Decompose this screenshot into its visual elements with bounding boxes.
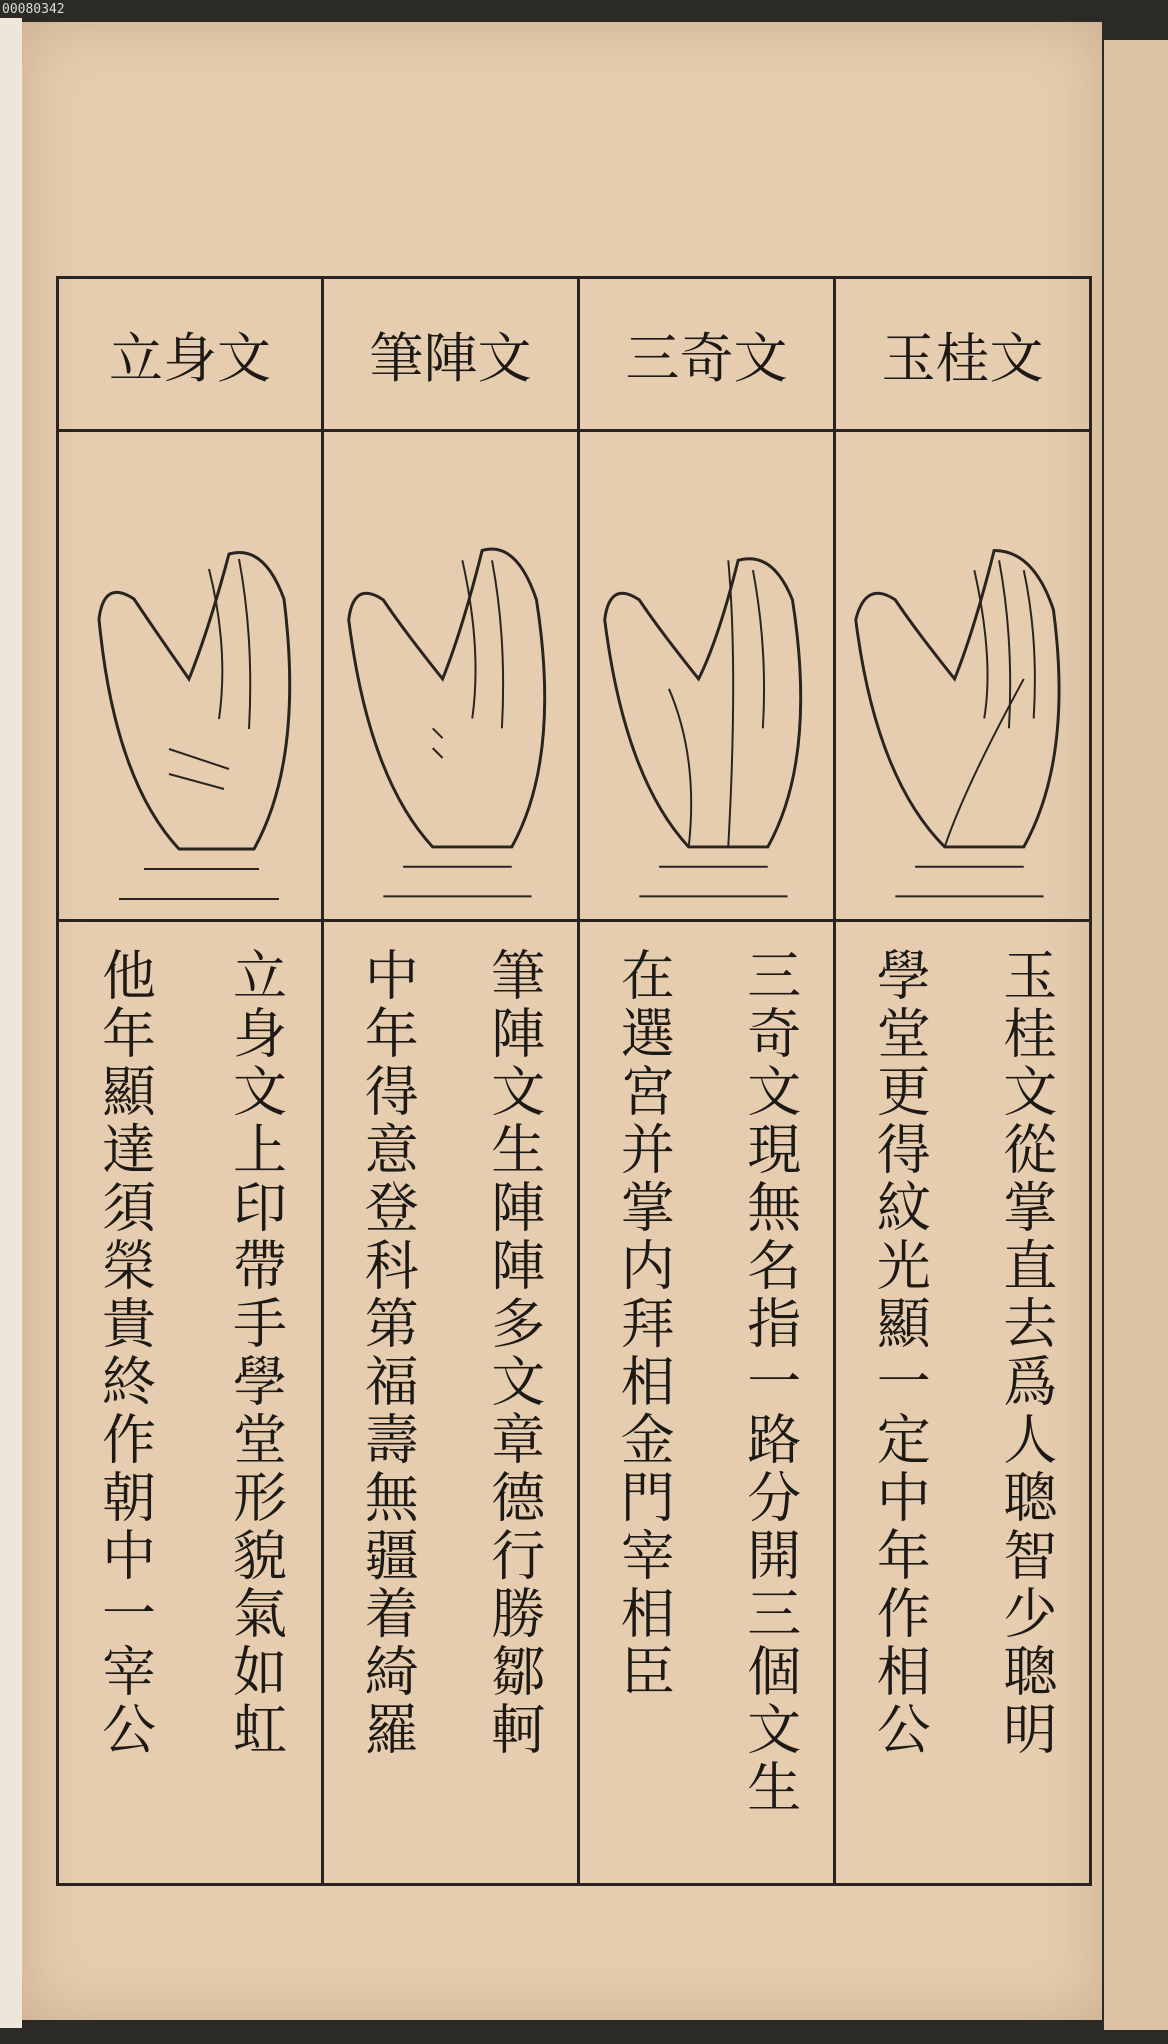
scan-id: 00080342 bbox=[2, 2, 65, 17]
verse-line: 筆陣文生陣陣多文章德行勝鄒軻 bbox=[482, 947, 546, 1759]
palm-hand-icon bbox=[580, 429, 833, 919]
palm-drawing bbox=[59, 429, 321, 922]
column-yugui bbox=[833, 279, 1089, 1883]
verse-line: 立身文上印帶手學堂形貌氣如虹 bbox=[224, 947, 288, 1759]
verse-line: 三奇文現無名指一路分開三個文生 bbox=[738, 947, 802, 1817]
verse-line: 中年得意登科第福壽無疆着綺羅 bbox=[356, 947, 420, 1759]
column-sanqi bbox=[577, 279, 833, 1883]
title-text: 三奇文 bbox=[625, 326, 788, 390]
title-text: 立身文 bbox=[109, 326, 271, 390]
verse bbox=[324, 927, 577, 1883]
title-text: 筆陣文 bbox=[369, 326, 532, 390]
palm-drawing bbox=[580, 429, 833, 922]
verse bbox=[580, 927, 833, 1883]
title-text: 玉桂文 bbox=[881, 326, 1044, 390]
verse bbox=[59, 927, 321, 1883]
verse bbox=[836, 927, 1089, 1883]
column-title bbox=[59, 279, 321, 432]
column-title bbox=[324, 279, 577, 432]
palm-hand-icon bbox=[324, 429, 577, 919]
next-page-edge bbox=[1104, 40, 1168, 2030]
page-edge bbox=[0, 18, 22, 2028]
palm-line-table bbox=[56, 276, 1092, 1886]
palm-drawing bbox=[324, 429, 577, 922]
verse-line: 學堂更得紋光顯一定中年作相公 bbox=[868, 947, 932, 1759]
verse-line: 在選宮并掌内拜相金門宰相臣 bbox=[612, 947, 676, 1701]
column-title bbox=[580, 279, 833, 432]
column-lishen bbox=[59, 279, 321, 1883]
palm-drawing bbox=[836, 429, 1089, 922]
column-bizhen bbox=[321, 279, 577, 1883]
verse-line: 玉桂文從掌直去爲人聰智少聰明 bbox=[994, 947, 1058, 1759]
column-title bbox=[836, 279, 1089, 432]
palm-hand-icon bbox=[836, 429, 1089, 919]
palm-hand-icon bbox=[59, 429, 321, 919]
verse-line: 他年顯達須榮貴終作朝中一宰公 bbox=[93, 947, 157, 1759]
